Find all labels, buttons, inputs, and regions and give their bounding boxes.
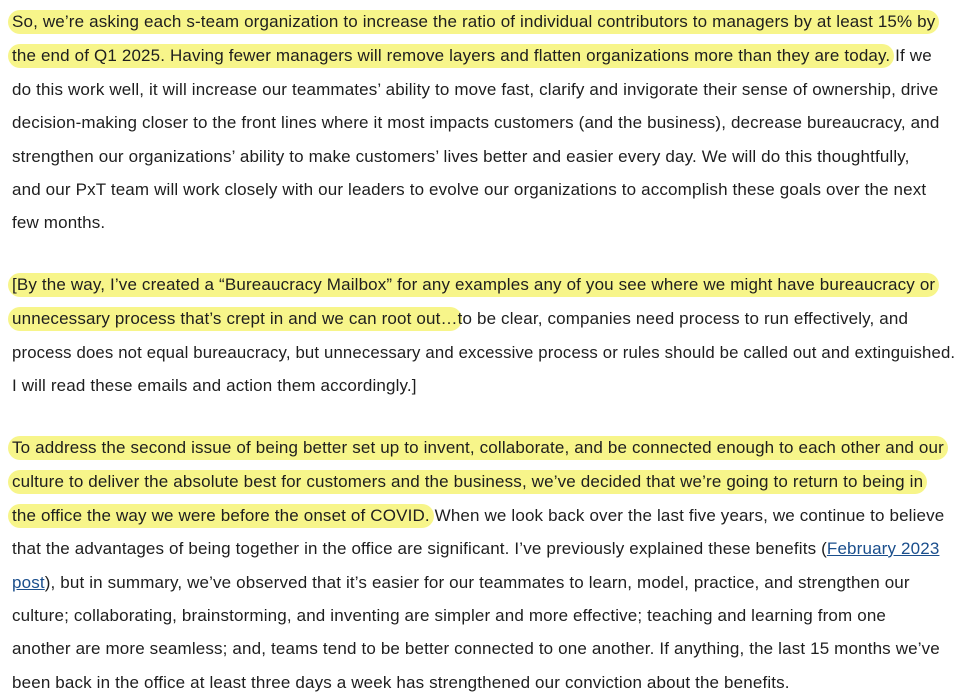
paragraph-1-line-1 (12, 5, 935, 39)
paragraph-3-line-4 (12, 532, 939, 566)
paragraph-2-line-4: I will read these emails and action them accordingly.] (12, 376, 417, 395)
paragraph-1-line-7: few months. (12, 213, 106, 232)
paragraph-2-line-1 (12, 268, 935, 302)
paragraph-3-line-1 (12, 431, 944, 465)
highlighted-text: the office the way we were before the onset of COVID. (8, 504, 434, 528)
highlighted-text: culture to deliver the absolute best for customers and the business, we’ve decided that we’re going to return to being in (8, 470, 927, 494)
paragraph-1-line-3: do this work well, it will increase our teammates’ ability to move fast, clarify and invigorate their sense of ownership, drive (12, 80, 939, 99)
body-text: If we (890, 46, 932, 65)
paragraph-3-line-8: been back in the office at least three days a week has strengthened our conviction about the benefits. (12, 673, 790, 692)
highlighted-text: To address the second issue of being better set up to invent, collaborate, and be connected enough to each other and our (8, 436, 948, 460)
paragraph-2-line-2 (12, 302, 908, 336)
paragraph-2-line-3: process does not equal bureaucracy, but unnecessary and excessive process or rules should be called out and extinguished. (12, 343, 956, 362)
paragraph-1-line-4: decision-making closer to the front lines where it most impacts customers (and the business), decrease bureaucracy, and (12, 113, 940, 132)
paragraph-3-line-6: culture; collaborating, brainstorming, and inventing are simpler and more effective; teaching and learning from one (12, 606, 887, 625)
body-text: that the advantages of being together in the office are significant. I’ve previously explained these benefits ( (12, 539, 827, 558)
highlighted-text: the end of Q1 2025. Having fewer managers will remove layers and flatten organizations more than they are today. (8, 44, 894, 68)
paragraph-3-line-5 (12, 566, 910, 600)
highlighted-text: [By the way, I’ve created a “Bureaucracy Mailbox” for any examples any of you see where we might have bureaucracy or (8, 273, 939, 297)
paragraph-1-line-2 (12, 39, 932, 73)
february-2023-post-link-continued[interactable]: post (12, 573, 45, 592)
body-text: When we look back over the last five years, we continue to believe (429, 506, 945, 525)
highlighted-text: unnecessary process that’s crept in and we can root out… (8, 307, 462, 331)
paragraph-3-line-2 (12, 465, 923, 499)
paragraph-1-line-5: strengthen our organizations’ ability to make customers’ lives better and easier every day. We will do this thoughtfully, (12, 147, 910, 166)
body-text: ), but in summary, we’ve observed that it’s easier for our teammates to learn, model, practice, and strengthen our (44, 573, 910, 592)
highlighted-text: So, we’re asking each s-team organization to increase the ratio of individual contributors to managers by at least 15% by (8, 10, 939, 34)
paragraph-3-line-7: another are more seamless; and, teams tend to be better connected to one another. If anything, the last 15 months we’ve (12, 639, 940, 658)
paragraph-1-line-6: and our PxT team will work closely with our leaders to evolve our organizations to accomplish these goals over the next (12, 180, 927, 199)
body-text: to be clear, companies need process to run effectively, and (457, 309, 909, 328)
paragraph-3-line-3 (12, 499, 944, 533)
february-2023-post-link[interactable]: February 2023 (826, 539, 940, 558)
